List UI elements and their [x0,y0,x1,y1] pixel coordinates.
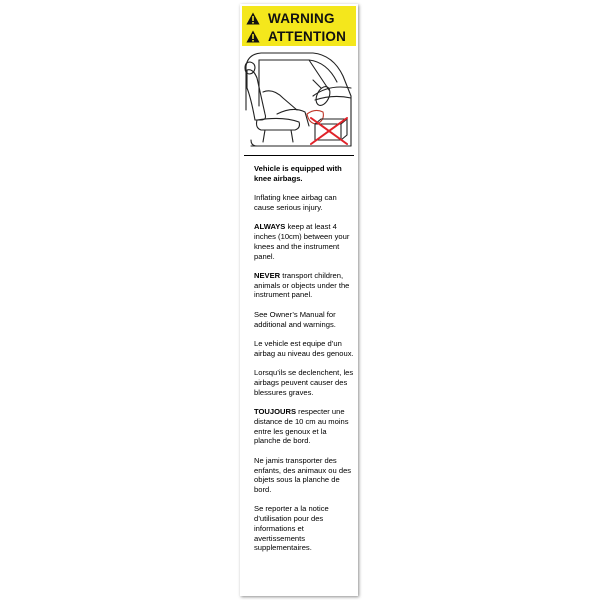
warning-label [240,4,358,596]
warning-triangle-icon [246,30,260,43]
paragraph-text: transport children, animals or objects under the instrument panel. [254,271,350,300]
paragraph-text: Lorsqu’ils se declenchent, les airbags peuvent causer des blessures graves. [254,368,354,397]
paragraph [254,164,354,183]
paragraph-text: Inflating knee airbag can cause serious injury. [254,193,337,212]
header-title-attention: ATTENTION [268,28,347,44]
paragraph [254,504,354,553]
header-line-attention [246,27,346,45]
divider [244,155,354,156]
warning-header [242,6,356,46]
paragraph [254,310,354,329]
paragraph-bold: TOUJOURS [254,407,297,417]
paragraph [254,456,354,495]
paragraph [254,271,354,300]
paragraph [254,368,354,397]
warning-text [254,164,354,563]
paragraph-text: Se reporter a la notice d’utilisation pour des informations et avertissements supplementaires. [254,504,329,553]
paragraph-bold: ALWAYS [254,222,286,232]
paragraph [254,407,354,446]
paragraph-bold: NEVER [254,271,281,281]
paragraph-text: Le vehicle est equipe d’un airbag au niveau des genoux. [254,339,354,358]
header-line-warning [246,9,335,27]
paragraph [254,339,354,358]
paragraph-text: See Owner’s Manual for additional and warnings. [254,309,336,329]
paragraph-text: Ne jamis transporter des enfants, des animaux ou des objets sous la planche de bord. [254,455,352,494]
paragraph [254,222,354,261]
header-title-warning: WARNING [268,10,335,26]
paragraph-text: respecter une distance de 10 cm au moins entre les genoux et la planche de bord. [254,407,349,446]
car-interior-knee-airbag-icon [243,48,355,154]
paragraph-bold: Vehicle is equipped with knee airbags. [254,164,342,183]
warning-triangle-icon [246,12,260,25]
paragraph [254,193,354,212]
paragraph-text: keep at least 4 inches (10cm) between your knees and the instrument panel. [254,222,350,261]
